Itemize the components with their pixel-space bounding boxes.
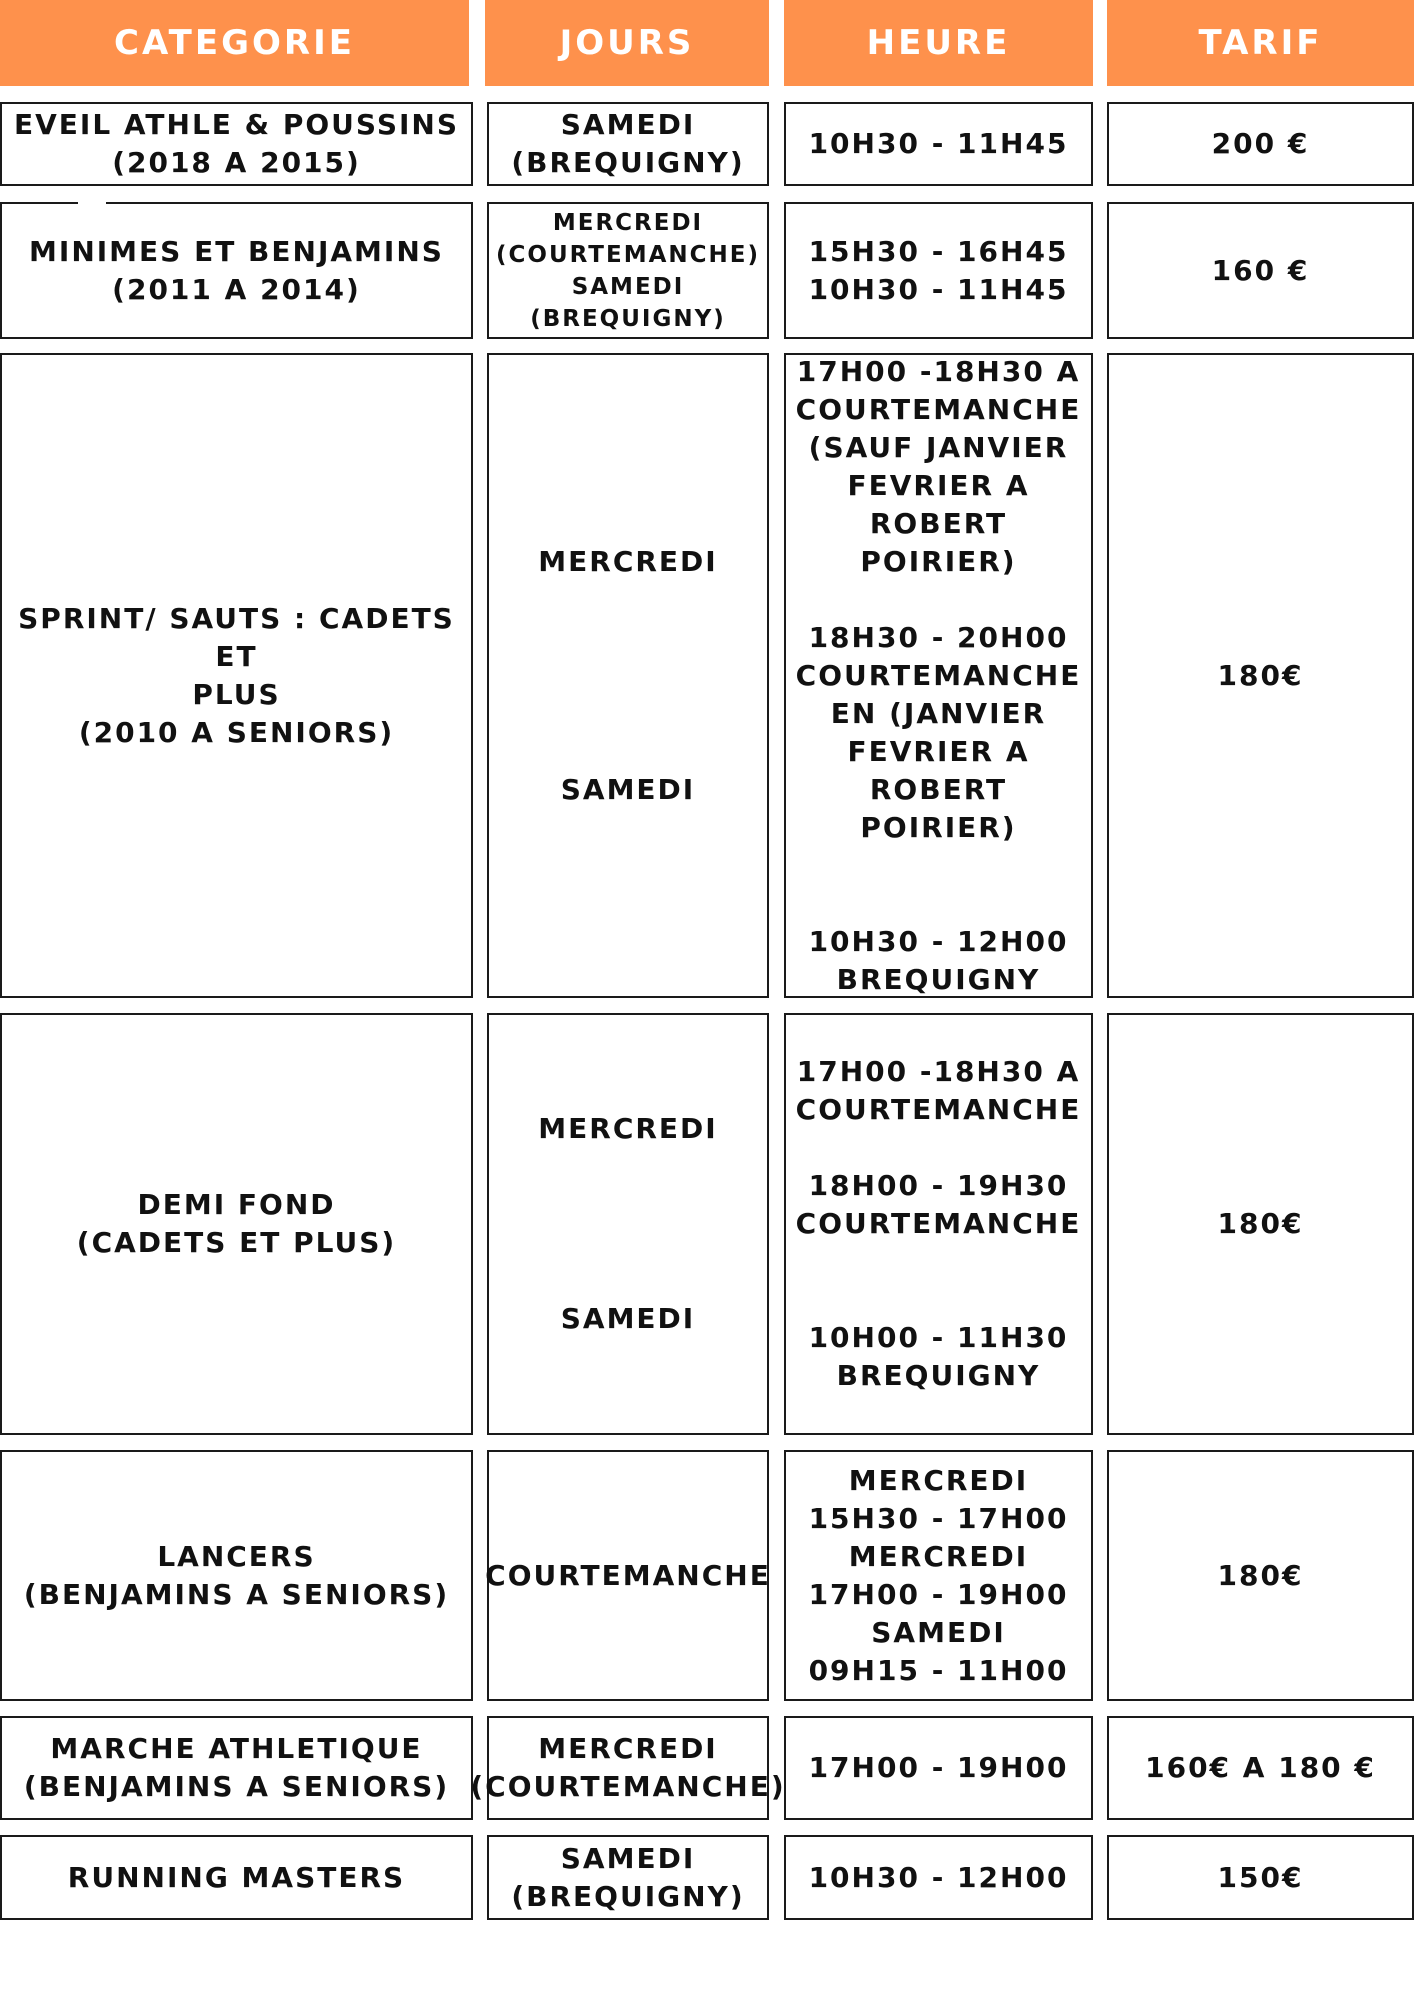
days-text: MERCREDI SAMEDI — [538, 1112, 718, 1335]
row-sprint-days — [487, 353, 769, 998]
hours-text: 17H00 -18H30 A COURTEMANCHE 18H00 - 19H30 COURTEMANCHE 10H00 - 11H30 BREQUIGNY — [795, 1055, 1082, 1392]
hours-text: 17H00 -18H30 A COURTEMANCHE (SAUF JANVIER FEVRIER A ROBERT POIRIER) 18H30 - 20H00 COURTEMANCHE EN (JANVIER FEVRIER A ROBERT POIRIER) 10H30 - 12H00 BREQUIGNY — [795, 354, 1082, 996]
row-running-hours — [784, 1835, 1093, 1920]
hours-text: 15H30 - 16H45 10H30 - 11H45 — [808, 234, 1069, 306]
row-eveil-price — [1107, 102, 1414, 186]
hours-text: 10H30 - 12H00 — [808, 1860, 1069, 1894]
row-minimes-category — [0, 202, 473, 339]
row-sprint-category — [0, 353, 473, 998]
price-text: 180€ — [1217, 658, 1304, 692]
days-text: SAMEDI (BREQUIGNY) — [511, 1841, 745, 1913]
row-marche-hours — [784, 1716, 1093, 1820]
row-eveil-days — [487, 102, 769, 186]
row-demifond-days — [487, 1013, 769, 1435]
row-minimes-days — [487, 202, 769, 339]
row-running-price — [1107, 1835, 1414, 1920]
category-text: SPRINT/ SAUTS : CADETS ET PLUS (2010 A SENIORS) — [18, 601, 455, 749]
row-marche-category — [0, 1716, 473, 1820]
hours-text: 17H00 - 19H00 — [808, 1751, 1069, 1784]
price-text: 200 € — [1211, 127, 1310, 160]
price-text: 180€ — [1217, 1207, 1304, 1240]
row-sprint-hours — [784, 353, 1093, 998]
row-marche-price — [1107, 1716, 1414, 1820]
row-eveil-category — [0, 102, 473, 186]
category-text: MARCHE ATHLETIQUE (BENJAMINS A SENIORS) — [23, 1732, 450, 1803]
hours-text: 10H30 - 11H45 — [808, 127, 1069, 160]
category-text: RUNNING MASTERS — [67, 1860, 406, 1894]
days-text: SAMEDI (BREQUIGNY) — [511, 108, 745, 179]
border-gap — [78, 200, 106, 206]
days-text: MERCREDI (COURTEMANCHE) SAMEDI (BREQUIGNY) — [496, 209, 760, 332]
category-text: MINIMES ET BENJAMINS (2011 A 2014) — [29, 234, 444, 306]
hours-text: MERCREDI 15H30 - 17H00 MERCREDI 17H00 - 19H00 SAMEDI 09H15 - 11H00 — [808, 1463, 1069, 1687]
price-text: 160€ A 180 € — [1145, 1751, 1376, 1784]
price-text: 160 € — [1211, 253, 1310, 287]
header-heure: HEURE — [784, 0, 1093, 86]
row-marche-days — [470, 1716, 786, 1820]
row-demifond-hours — [784, 1013, 1093, 1435]
header-jours: JOURS — [485, 0, 769, 86]
category-text: LANCERS (BENJAMINS A SENIORS) — [23, 1539, 450, 1611]
row-lancers-price — [1107, 1450, 1414, 1701]
row-sprint-price — [1107, 353, 1414, 998]
header-categorie: CATEGORIE — [0, 0, 469, 86]
row-lancers-days — [487, 1450, 769, 1701]
days-text: MERCREDI SAMEDI — [538, 544, 718, 806]
row-lancers-category — [0, 1450, 473, 1701]
days-text: COURTEMANCHE — [485, 1558, 771, 1592]
price-text: 150€ — [1217, 1860, 1304, 1894]
days-text: MERCREDI (COURTEMANCHE) — [470, 1732, 786, 1803]
row-minimes-price — [1107, 202, 1414, 339]
category-text: DEMI FOND (CADETS ET PLUS) — [76, 1188, 397, 1259]
row-lancers-hours — [784, 1450, 1093, 1701]
row-minimes-hours — [784, 202, 1093, 339]
price-text: 180€ — [1217, 1558, 1304, 1592]
row-eveil-hours — [784, 102, 1093, 186]
row-demifond-price — [1107, 1013, 1414, 1435]
row-demifond-category — [0, 1013, 473, 1435]
header-tarif: TARIF — [1107, 0, 1414, 86]
row-running-category — [0, 1835, 473, 1920]
category-text: EVEIL ATHLE & POUSSINS (2018 A 2015) — [14, 108, 459, 179]
row-running-days — [487, 1835, 769, 1920]
